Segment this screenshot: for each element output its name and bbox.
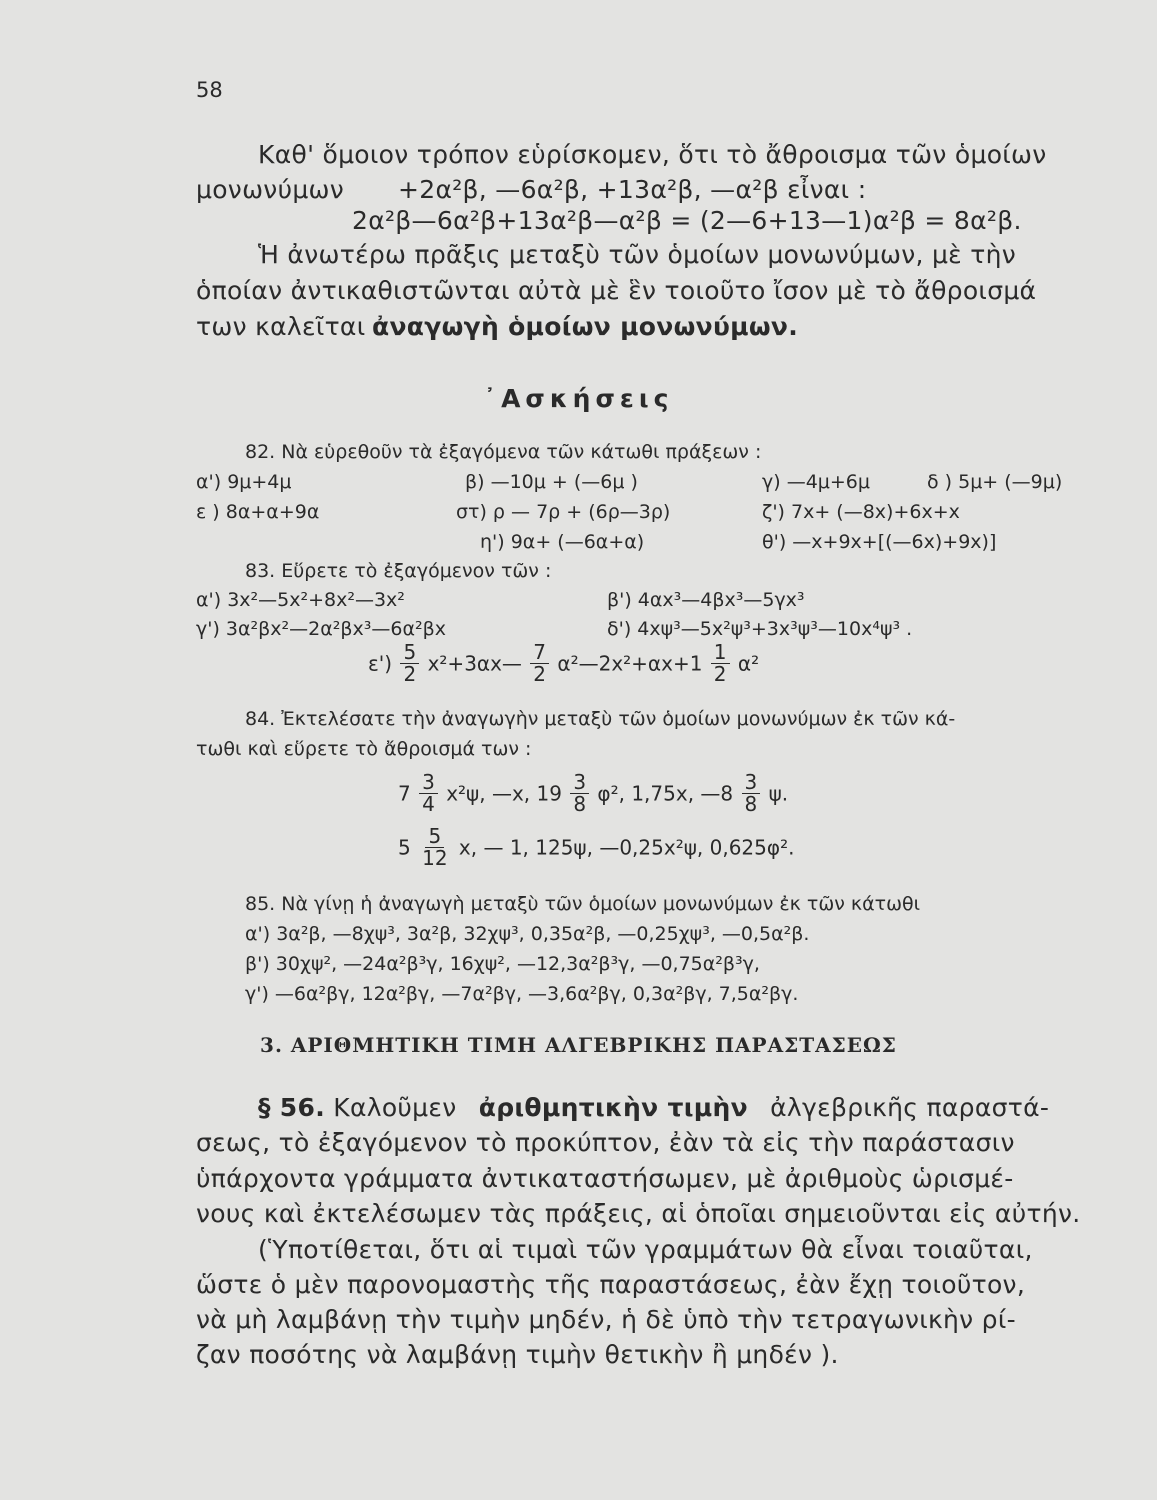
ex83-e	[368, 642, 759, 685]
ex82-th: θ') —x+9x+[(—6x)+9x)]	[762, 531, 997, 553]
section-number: § 56.	[258, 1093, 325, 1122]
sec56-line-6: ὥστε ὁ μὲν παρονομαστὴς τῆς παραστάσεως, ἐὰν ἔχῃ τοιοῦτον,	[196, 1270, 1026, 1299]
fraction: $\frac{7}{2}$	[530, 642, 549, 685]
sec56-line-7: νὰ μὴ λαμβάνῃ τὴν τιμὴν μηδέν, ἡ δὲ ὑπὸ τὴν τετραγωνικὴν ρί-	[196, 1305, 1016, 1334]
sec56-line-8: ζαν ποσότης νὰ λαμβάνῃ τιμὴν θετικὴν ἢ μηδέν ).	[196, 1340, 839, 1369]
ex83-c: γ') 3α²βx²—2α²βx³—6α²βx	[196, 618, 446, 640]
section-title: 3. ΑΡΙΘΜΗΤΙΚΗ ΤΙΜΗ ΑΛΓΕΒΡΙΚΗΣ ΠΑΡΑΣΤΑΣΕΩΣ	[260, 1033, 897, 1057]
ex82-a: α') 9μ+4μ	[196, 471, 292, 493]
ex82-c: γ) —4μ+6μ	[762, 471, 870, 493]
ex83-e-label: ε')	[368, 651, 393, 676]
ex82-d: δ ) 5μ+ (—9μ)	[927, 471, 1063, 493]
ex84-row-1: 7 $\frac{3}{4}$ x²ψ, —x, 19 $\frac{3}{8}$ φ², 1,75x, —8 $\frac{3}{8}$ ψ.	[398, 770, 789, 816]
intro-line-5: ὁποίαν ἀντικαθιστῶνται αὐτὰ μὲ ἓν τοιοῦτο ἴσον μὲ τὸ ἄθροισμά	[196, 276, 1037, 305]
ex82-title: 82. Νὰ εὑρεθοῦν τὰ ἐξαγόμενα τῶν κάτωθι πράξεων :	[245, 441, 762, 463]
page-number: 58	[196, 78, 223, 102]
sec56-term-bold: ἀριθμητικὴν τιμὴν	[478, 1093, 748, 1122]
fraction: $\frac{1}{2}$	[711, 642, 730, 685]
intro-line-2b: +2α²β, —6α²β, +13α²β, —α²β εἶναι :	[398, 175, 867, 204]
ex83-e-term1: x²+3αx—	[427, 651, 522, 676]
sec56-line-4: νους καὶ ἐκτελέσωμεν τὰς πράξεις, αἱ ὁποῖαι σημειοῦνται εἰς αὐτήν.	[196, 1199, 1081, 1228]
ex85-a: α') 3α²β, —8χψ³, 3α²β, 32χψ³, 0,35α²β, —0,25χψ³, —0,5α²β.	[245, 923, 810, 945]
fraction: $\frac{5}{2}$	[400, 642, 419, 685]
sec56-line-5: (Ὑποτίθεται, ὅτι αἱ τιμαὶ τῶν γραμμάτων θὰ εἶναι τοιαῦται,	[258, 1235, 1033, 1264]
sec56-line-1: § 56. Καλοῦμεν ἀριθμητικὴν τιμὴν ἀλγεβρικῆς παραστά-	[258, 1093, 1050, 1122]
intro-line-1: Καθ' ὅμοιον τρόπον εὑρίσκομεν, ὅτι τὸ ἄθροισμα τῶν ὁμοίων	[258, 140, 1047, 169]
intro-line-4: Ἡ ἀνωτέρω πρᾶξις μεταξὺ τῶν ὁμοίων μονωνύμων, μὲ τὴν	[258, 240, 1017, 269]
ex82-z: ζ') 7x+ (—8x)+6x+x	[762, 501, 960, 523]
ex84-row-2: 5 $\frac{5}{12}$ x, — 1, 125ψ, —0,25x²ψ, 0,625φ².	[398, 824, 795, 870]
intro-line-6a: των καλεῖται	[196, 312, 366, 341]
ex82-h: η') 9α+ (—6α+α)	[480, 531, 645, 553]
exercises-heading: ᾿Ασκήσεις	[483, 384, 674, 413]
ex83-b: β') 4αx³—4βx³—5γx³	[607, 589, 805, 611]
fraction: $\frac{5}{12}$	[422, 824, 448, 870]
intro-equation: 2α²β—6α²β+13α²β—α²β = (2—6+13—1)α²β = 8α²β.	[352, 206, 1022, 235]
ex82-st: στ) ρ — 7ρ + (6ρ—3ρ)	[456, 501, 671, 523]
ex83-a: α') 3x²—5x²+8x²—3x²	[196, 589, 405, 611]
ex83-e-term3: α²	[737, 651, 760, 676]
ex83-d: δ') 4xψ³—5x²ψ³+3x³ψ³—10x⁴ψ³ .	[607, 618, 913, 640]
ex85-title: 85. Νὰ γίνῃ ἡ ἀναγωγὴ μεταξὺ τῶν ὁμοίων μονωνύμων ἐκ τῶν κάτωθι	[245, 893, 921, 915]
ex82-e: ε ) 8α+α+9α	[196, 501, 320, 523]
sec56-line-3: ὑπάρχοντα γράμματα ἀντικαταστήσωμεν, μὲ ἀριθμοὺς ὡρισμέ-	[196, 1164, 1014, 1193]
ex82-b: β) —10μ + (—6μ )	[465, 471, 638, 493]
fraction: $\frac{3}{8}$	[742, 772, 761, 815]
ex83-title: 83. Εὕρετε τὸ ἐξαγόμενον τῶν :	[245, 560, 552, 582]
ex83-e-term2: α²—2x²+αx+1	[557, 651, 703, 676]
intro-line-2a: μονωνύμων	[196, 175, 345, 204]
fraction: $\frac{3}{4}$	[419, 772, 438, 815]
intro-term-bold: ἀναγωγὴ ὁμοίων μονωνύμων.	[372, 312, 799, 341]
sec56-line-2: σεως, τὸ ἐξαγόμενον τὸ προκύπτον, ἐὰν τὰ εἰς τὴν παράστασιν	[196, 1128, 1015, 1157]
fraction: $\frac{3}{8}$	[570, 772, 589, 815]
ex84-title-2: τωθι καὶ εὕρετε τὸ ἄθροισμά των :	[196, 738, 532, 760]
ex85-b: β') 30χψ², —24α²β³γ, 16χψ², —12,3α²β³γ, —0,75α²β³γ,	[245, 953, 760, 975]
ex84-title: 84. Ἐκτελέσατε τὴν ἀναγωγὴν μεταξὺ τῶν ὁμοίων μονωνύμων ἐκ τῶν κά-	[245, 708, 956, 730]
ex85-c: γ') —6α²βγ, 12α²βγ, —7α²βγ, —3,6α²βγ, 0,3α²βγ, 7,5α²βγ.	[245, 983, 799, 1005]
